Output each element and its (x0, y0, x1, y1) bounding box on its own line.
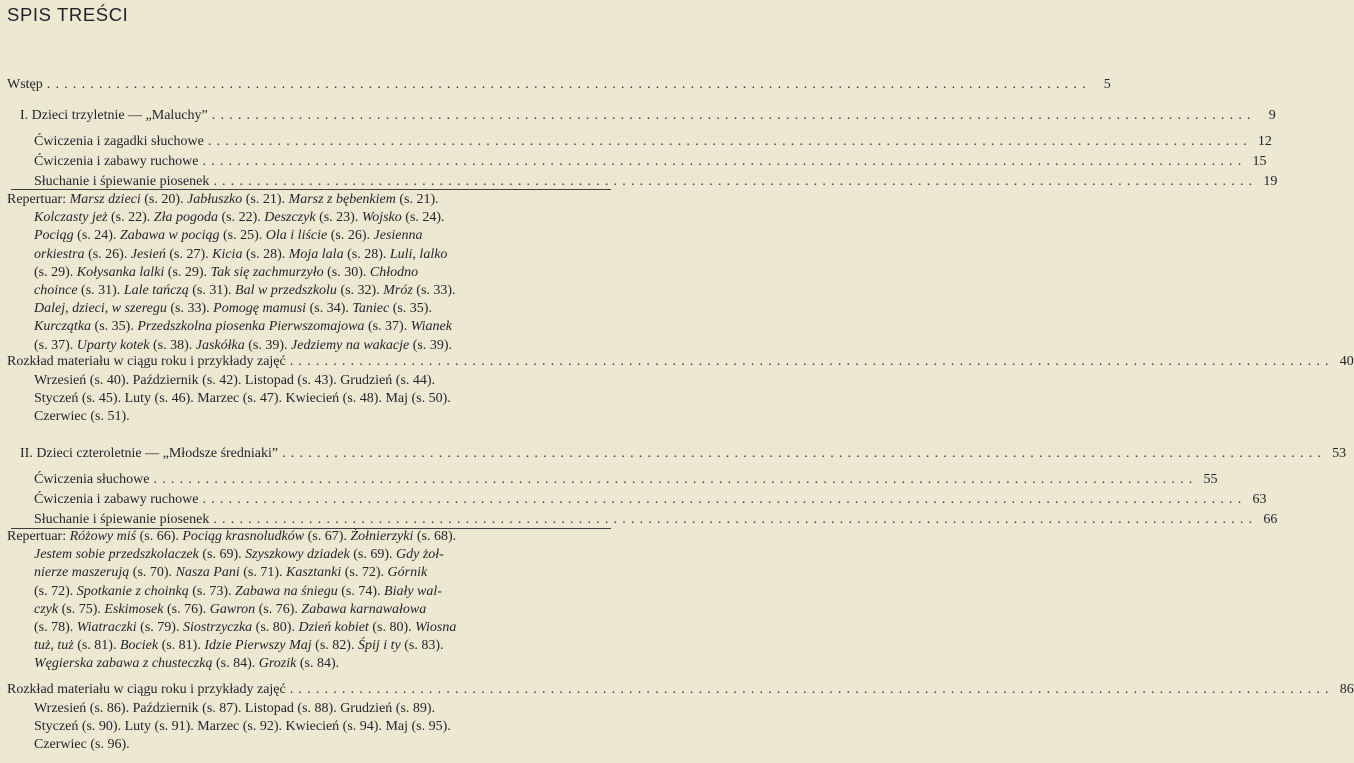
repertoire-line (7, 564, 456, 582)
month-schedule-line: Wrzesień (s. 86). Październik (s. 87). Listopad (s. 88). Grudzień (s. 89). (34, 701, 436, 716)
page-reference: (s. 39). (244, 337, 292, 353)
song-title: Marsz z bębenkiem (288, 192, 396, 207)
page-reference: (s. 81). (73, 638, 120, 654)
page-reference: (s. 33). (166, 301, 214, 317)
page-reference: (s. 66). (136, 529, 183, 544)
song-title: Pociąg krasnoludków (182, 529, 305, 544)
song-title: Pociąg (34, 228, 74, 244)
toc-entry-label: Ćwiczenia i zagadki słuchowe (34, 134, 204, 149)
repertoire-line (7, 546, 456, 564)
toc-entry-label: Ćwiczenia i zabawy ruchowe (34, 154, 199, 169)
song-title: Górnik (387, 565, 428, 581)
repertoire-line (7, 337, 456, 355)
song-title: Biały wal- (384, 583, 442, 599)
page-reference: Repertuar: (7, 192, 70, 207)
dot-leader: ........................................................................................................................ (289, 354, 1334, 369)
song-title: Gdy żoł- (396, 547, 444, 563)
song-title: Przedszkolna piosenka Pierwszomajowa (137, 319, 365, 335)
page-reference: (s. 21). (242, 192, 289, 207)
song-title: Deszczyk (264, 210, 316, 226)
song-title: Bociek (119, 638, 159, 654)
song-title: Grozik (258, 656, 297, 672)
song-title: Wiosna (415, 619, 457, 635)
toc-entry-label: Ćwiczenia słuchowe (34, 472, 150, 487)
page-reference: (s. 22). (107, 210, 154, 226)
song-title: Jesień (130, 246, 166, 262)
repertoire-line (7, 227, 456, 245)
song-title: Zabawa w pociąg (119, 228, 220, 244)
page-reference: (s. 26). (84, 246, 131, 262)
song-title: Gawron (209, 601, 256, 617)
toc-entry-page: 86 (1339, 682, 1354, 697)
toc-entry-page: 63 (1252, 492, 1267, 507)
page-reference: (s. 35). (389, 301, 432, 317)
song-title: Eskimosek (104, 601, 164, 617)
page-reference: (s. 68). (413, 529, 457, 544)
page-reference: (s. 30). (323, 264, 370, 280)
repertoire-line (7, 191, 456, 209)
dot-leader: ........................................................................................................................ (282, 446, 1327, 461)
toc-entry-page: 55 (1203, 472, 1218, 487)
repertoire-line (7, 264, 456, 282)
page-reference: (s. 28). (343, 246, 390, 262)
page-reference: (s. 31). (188, 282, 236, 298)
song-title: Jaskółka (195, 337, 245, 353)
song-title: Nasza Pani (175, 565, 240, 581)
dot-leader: ........................................................................................................................ (207, 134, 1252, 149)
song-title: Zabawa na śniegu (235, 583, 338, 599)
song-title: Zabawa karnawałowa (301, 601, 427, 617)
song-title: Siostrzyczka (182, 619, 253, 635)
page-reference: (s. 70). (129, 565, 176, 581)
toc-entry-page: 9 (1268, 108, 1276, 123)
page-reference: (s. 69). (349, 547, 396, 563)
toc-entry-label: II. Dzieci czteroletnie — „Młodsze średniaki” (20, 446, 279, 461)
repertoire-line (7, 601, 456, 619)
toc-entry-page: 66 (1263, 512, 1278, 527)
page-reference: (s. 69). (198, 547, 246, 563)
page-reference: (s. 23). (315, 210, 362, 226)
song-title: Luli, lalko (389, 246, 448, 262)
song-title: orkiestra (34, 246, 85, 262)
song-title: Dalej, dzieci, w szeregu (34, 301, 167, 317)
page-reference: (s. 31). (77, 282, 124, 298)
toc-entry-sub (34, 133, 1272, 151)
page-reference: (s. 20). (140, 192, 188, 207)
toc-section-1-heading (20, 107, 1276, 125)
repertoire-line (7, 655, 456, 673)
page-reference: (s. 34). (306, 301, 353, 317)
page-reference: (s. 76). (163, 601, 210, 617)
repertoire-section-2 (7, 528, 456, 674)
month-schedule-line: Czerwiec (s. 51). (34, 409, 130, 425)
page-reference: (s. 83). (400, 638, 444, 654)
page-reference: (s. 72). (341, 565, 388, 581)
repertoire-line (7, 209, 456, 227)
repertoire-line (7, 583, 456, 601)
song-title: Lale tańczą (123, 282, 189, 298)
toc-section-2-heading (20, 445, 1347, 463)
song-title: Jedziemy na wakacje (291, 337, 410, 353)
song-title: Mróz (383, 282, 413, 298)
page-reference: (s. 35). (91, 319, 138, 335)
page-reference: (s. 38). (149, 337, 196, 353)
month-schedule-line: Styczeń (s. 45). Luty (s. 46). Marzec (s. 47). Kwiecień (s. 48). Maj (s. 50). (34, 391, 451, 407)
page-reference: (s. 39). (409, 337, 452, 353)
song-title: Węgierska zabawa z chusteczką (34, 656, 213, 672)
dot-leader: ........................................................................................................................ (46, 77, 1091, 92)
page-reference: (s. 29). (164, 264, 211, 280)
repertoire-line (7, 282, 456, 300)
song-title: Szyszkowy dziadek (245, 547, 350, 563)
toc-entry-label: Słuchanie i śpiewanie piosenek (34, 174, 210, 189)
page-reference: (s. 81). (158, 638, 205, 654)
song-title: Kolczasty jeż (34, 210, 108, 226)
song-title: nierze maszerują (34, 565, 130, 581)
toc-entry-label: Wstęp (7, 77, 43, 92)
toc-entry-page: 12 (1257, 134, 1272, 149)
dot-leader: ........................................................................................................................ (153, 472, 1198, 487)
page-title: SPIS TREŚCI (7, 4, 129, 25)
song-title: Wianek (410, 319, 452, 335)
song-title: Kołysanka lalki (76, 264, 165, 280)
toc-entry-label: Ćwiczenia i zabawy ruchowe (34, 492, 199, 507)
song-title: Dzień kobiet (298, 619, 369, 635)
toc-entry-label: I. Dzieci trzyletnie — „Maluchy” (20, 108, 208, 123)
month-schedule-line: Czerwiec (s. 96). (34, 737, 130, 753)
toc-entry-page: 19 (1263, 174, 1278, 189)
song-title: Jesienna (373, 228, 423, 244)
song-title: Pomogę mamusi (213, 301, 307, 317)
song-title: Idzie Pierwszy Maj (204, 638, 312, 654)
toc-entry-page: 40 (1339, 354, 1354, 369)
page-reference: (s. 37). (364, 319, 411, 335)
month-schedule-line: Styczeń (s. 90). Luty (s. 91). Marzec (s. 92). Kwiecień (s. 94). Maj (s. 95). (34, 719, 451, 735)
toc-entry-sub (34, 471, 1218, 489)
page-reference: (s. 25). (219, 228, 266, 244)
page-reference: (s. 29). (34, 264, 77, 280)
page-reference: (s. 26). (327, 228, 374, 244)
months-section-2 (34, 700, 451, 755)
song-title: choince (34, 282, 78, 298)
repertoire-line (7, 637, 456, 655)
song-title: Żołnierzyki (350, 529, 414, 544)
song-title: Taniec (352, 301, 390, 317)
page-reference: (s. 37). (34, 337, 77, 353)
page-reference: (s. 28). (242, 246, 289, 262)
toc-entry-sub (34, 491, 1267, 509)
dot-leader: ........................................................................................................................ (211, 108, 1256, 123)
page-reference: (s. 78). (34, 619, 77, 635)
toc-entry-page: 53 (1332, 446, 1347, 461)
page-reference: (s. 79). (136, 619, 183, 635)
song-title: Chłodno (369, 264, 419, 280)
dot-leader: ........................................................................................................................ (213, 174, 1258, 189)
page-reference: (s. 27). (165, 246, 213, 262)
page-reference: (s. 84). (296, 656, 340, 672)
month-schedule-line: Wrzesień (s. 40). Październik (s. 42). Listopad (s. 43). Grudzień (s. 44). (34, 373, 436, 388)
dot-leader: ........................................................................................................................ (213, 512, 1258, 527)
page-reference: (s. 71). (239, 565, 287, 581)
toc-entry-page: 15 (1252, 154, 1267, 169)
toc-entry-plan (7, 353, 1354, 371)
page-reference: (s. 67). (304, 529, 351, 544)
page-reference: (s. 73). (188, 583, 236, 599)
song-title: Różowy miś (69, 529, 137, 544)
song-title: Jabłuszko (187, 192, 243, 207)
months-section-1 (34, 372, 451, 427)
page-reference: (s. 75). (58, 601, 105, 617)
page-reference: (s. 72). (34, 583, 77, 599)
repertoire-line (7, 619, 456, 637)
song-title: Zła pogoda (153, 210, 218, 226)
dot-leader: ........................................................................................................................ (202, 492, 1247, 507)
song-title: Tak się zachmurzyło (210, 264, 324, 280)
song-title: Śpij i ty (357, 638, 401, 654)
page-reference: (s. 21). (395, 192, 439, 207)
page-reference: (s. 84). (212, 656, 259, 672)
song-title: Kasztanki (286, 565, 342, 581)
song-title: Bal w przedszkolu (235, 282, 337, 298)
song-title: Wojsko (361, 210, 402, 226)
repertoire-line (7, 318, 456, 336)
page-reference: (s. 80). (252, 619, 299, 635)
song-title: Marsz dzieci (69, 192, 141, 207)
toc-entry-sub (34, 511, 1278, 529)
page-reference: (s. 80). (368, 619, 416, 635)
toc-entry-intro (7, 76, 1111, 94)
page-reference: (s. 76). (255, 601, 302, 617)
song-title: Ola i liście (265, 228, 328, 244)
song-title: Jestem sobie przedszkolaczek (34, 547, 199, 563)
song-title: Moja lala (288, 246, 344, 262)
page-reference: (s. 74). (337, 583, 385, 599)
song-title: czyk (34, 601, 59, 617)
page-reference: (s. 22). (217, 210, 265, 226)
page-reference: (s. 33). (412, 282, 456, 298)
song-title: Uparty kotek (76, 337, 150, 353)
toc-entry-label: Rozkład materiału w ciągu roku i przykłady zajęć (7, 354, 286, 369)
repertoire-section-1 (7, 191, 456, 355)
repertoire-line (7, 528, 456, 546)
toc-entry-label: Słuchanie i śpiewanie piosenek (34, 512, 210, 527)
dot-leader: ........................................................................................................................ (202, 154, 1247, 169)
song-title: tuż, tuż (34, 638, 74, 654)
toc-entry-label: Rozkład materiału w ciągu roku i przykłady zajęć (7, 682, 286, 697)
toc-entry-plan (7, 681, 1354, 699)
page-reference: (s. 24). (401, 210, 445, 226)
toc-entry-sub (34, 153, 1267, 171)
page-reference: (s. 24). (73, 228, 120, 244)
page-reference: (s. 82). (311, 638, 358, 654)
repertoire-line (7, 300, 456, 318)
dot-leader: ........................................................................................................................ (289, 682, 1334, 697)
page-reference: Repertuar: (7, 529, 70, 544)
song-title: Wiatraczki (76, 619, 137, 635)
song-title: Kicia (212, 246, 243, 262)
song-title: Spotkanie z choinką (76, 583, 189, 599)
repertoire-line (7, 246, 456, 264)
page-reference: (s. 32). (336, 282, 384, 298)
song-title: Kurczątka (34, 319, 92, 335)
toc-entry-page: 5 (1103, 77, 1111, 92)
